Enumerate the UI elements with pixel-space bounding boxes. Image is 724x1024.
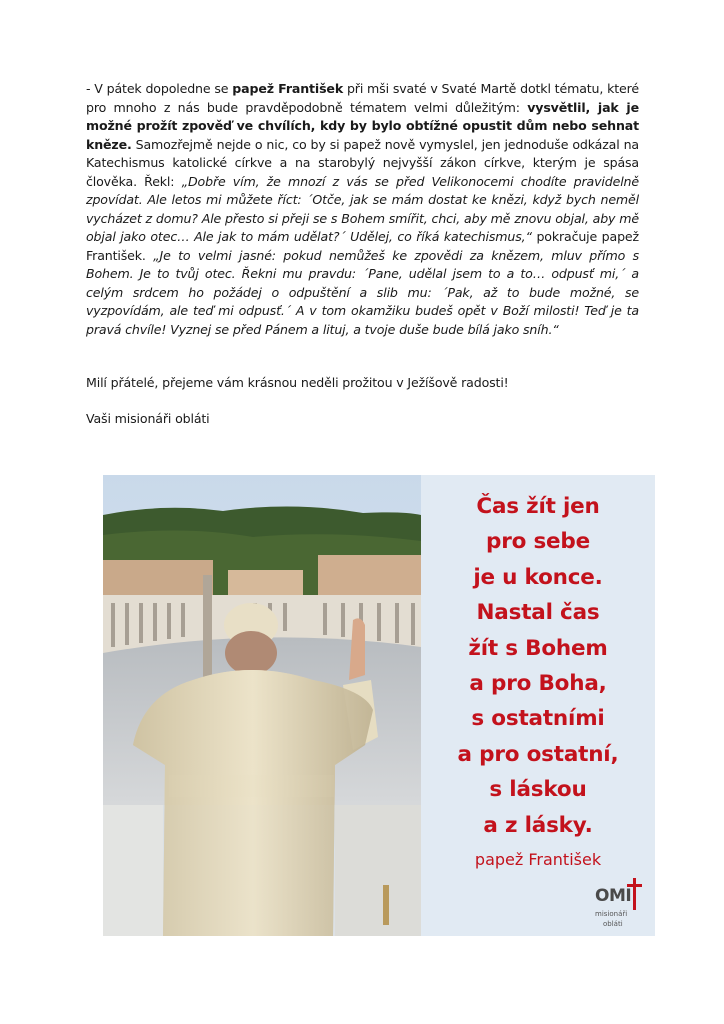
italic-quote-2: „Je to velmi jasné: pokud nemůžeš ke zpovědi za knězem, mluv přímo s Bohem. Je to tvůj otec. Řekni mu pravdu: ´Pane, udělal jsem to a to… odpusť mi,´ a celým srdcem ho požádej o odpuštění a slib mu: ´Pak, až to bude možné, se vyzpovídám, ale teď mi odpusť.´ A v tom okamžiku budeš opět v Boží milosti! Teď je ta pravá chvíle! Vyznej se před Pánem a lituj, a tvoje duše bude bílá jako sníh.“	[86, 247, 639, 337]
quote-card-image	[103, 475, 655, 936]
paragraph-pope-confession	[86, 80, 639, 339]
photo-illustration	[103, 475, 421, 936]
quote-line: a pro Boha,	[469, 671, 607, 697]
quote-line: s láskou	[489, 777, 587, 803]
quote-line: žít s Bohem	[468, 635, 608, 661]
quote-line: a z lásky.	[483, 812, 593, 838]
quote-line: je u konce.	[473, 564, 603, 590]
bold-run-pope: papež František	[232, 81, 344, 96]
text-run: - V pátek dopoledne se	[86, 81, 233, 96]
quote-line: a pro ostatní,	[457, 741, 619, 767]
bold-run-explained: vysvětlil, jak je možné prožít zpověď ve chvílích, kdy by bylo obtížné opustit dům nebo sehnat kněze.	[86, 99, 639, 152]
quote-text	[421, 489, 655, 843]
quote-author: papež František	[474, 850, 602, 869]
text-run: Samozřejmě nejde o nic, co by si papež nově vymyslel, jen jednoduše odkázal na Katechismus katolické církve a na starobylý nejvyšší zákon církve, kterým je spása člověka. Řekl:	[86, 136, 639, 189]
paragraph-greeting: Milí přátelé, přejeme vám krásnou neděli prožitou v Ježíšově radosti!	[86, 375, 509, 390]
quote-line: pro sebe	[486, 529, 590, 555]
logo-line-1: misionáři	[595, 910, 628, 918]
brass-pipe	[383, 885, 389, 925]
quote-line: Nastal čas	[476, 600, 600, 626]
omi-logo	[595, 878, 655, 933]
quote-line: s ostatními	[471, 706, 605, 732]
paragraph-signature: Vaši misionáři obláti	[86, 411, 210, 426]
building	[103, 560, 213, 600]
logo-mark: OMI	[595, 886, 632, 906]
italic-quote-1: „Dobře vím, že mnozí z vás se před Velikonocemi chodíte pravidelně zpovídat. Ale letos mi můžete říct: ´Otče, jak se mám dostat ke knězi, když bych neměl vycházet z domu? Ale přesto si přeji se s Bohem smířit, chci, aby mě znovu objal, aby mě objal jako otec… Ale jak to mám udělat?´ Udělej, co říká katechismus,“	[86, 173, 639, 244]
pope-photo	[103, 475, 421, 936]
logo-line-2: obláti	[603, 920, 623, 928]
text-run: pokračuje papež František.	[86, 229, 639, 263]
text-run: při mši svaté v Svaté Martě dotkl tématu, které pro mnoho z nás bude pravděpodobně tématem velmi důležitým:	[86, 81, 639, 115]
quote-line: Čas žít jen	[476, 494, 600, 519]
cross-icon	[633, 878, 636, 910]
